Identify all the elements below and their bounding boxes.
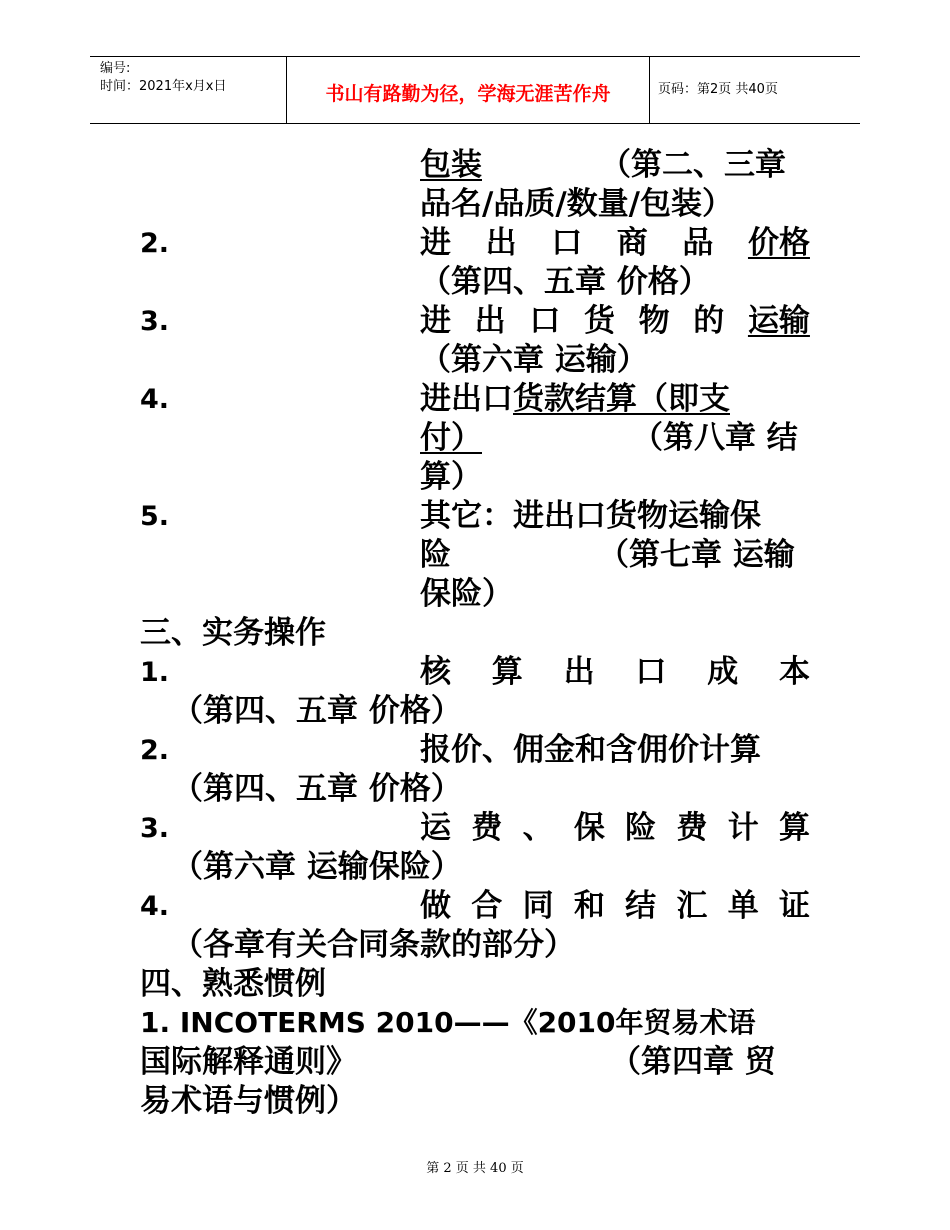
- item-number: 5.: [140, 501, 170, 532]
- section-heading-4: 四、熟悉惯例: [140, 966, 326, 1002]
- line-transport-ref: （第六章 运输）: [420, 342, 648, 378]
- line-contract-ref: （各章有关合同条款的部分）: [172, 927, 575, 963]
- line-quote-ref: （第四、五章 价格）: [172, 771, 462, 807]
- line-insurance-cont: 险: [420, 537, 451, 573]
- item-number: 2.: [140, 735, 170, 766]
- line-cost-ref: （第四、五章 价格）: [172, 693, 462, 729]
- line-payment-cont: 付）: [420, 420, 482, 456]
- line-incoterms-ref: （第四章 贸: [610, 1044, 776, 1080]
- item-number: 2.: [140, 228, 170, 259]
- motto: 书山有路勤为径，学海无涯苦作舟: [325, 83, 611, 105]
- line-payment-ref: （第八章 结: [632, 420, 798, 456]
- item-number: 3.: [140, 306, 170, 337]
- line-price: 进 出 口 商 品 价格: [420, 225, 810, 261]
- line-quote: 报价、佣金和含佣价计算: [420, 732, 761, 768]
- line-incoterms-end: 易术语与惯例）: [140, 1083, 357, 1119]
- line-packing-ref: （第二、三章: [600, 147, 786, 183]
- header-page-cell: [650, 57, 860, 123]
- item-number: 4.: [140, 384, 170, 415]
- line-cost: 核 算 出 口 成 本: [420, 654, 810, 690]
- page-info: 页码：第2页 共40页: [658, 82, 778, 97]
- line-payment-end: 算）: [420, 459, 482, 495]
- line-price-ref: （第四、五章 价格）: [420, 264, 710, 300]
- line-freight-ref: （第六章 运输保险）: [172, 849, 462, 885]
- page-footer: 第 2 页 共 40 页: [426, 1161, 524, 1176]
- time-label: 时间：2021年x月x日: [100, 79, 227, 94]
- item-number: 1.: [140, 657, 170, 688]
- line-insurance: 其它：进出口货物运输保: [420, 498, 761, 534]
- line-insurance-ref: （第七章 运输: [598, 537, 795, 573]
- header-table: [90, 56, 860, 124]
- section-heading-3: 三、实务操作: [140, 615, 326, 651]
- line-packing: 包装: [420, 147, 482, 183]
- item-number: 3.: [140, 813, 170, 844]
- line-contract: 做 合 同 和 结 汇 单 证: [420, 888, 810, 924]
- line-payment: 进出口货款结算（即支: [420, 381, 730, 417]
- line-insurance-end: 保险）: [420, 576, 513, 612]
- code-label: 编号:: [100, 61, 131, 76]
- header-motto-cell: [287, 57, 650, 123]
- line-incoterms-cont: 国际解释通则》: [140, 1044, 357, 1080]
- line-transport: 进 出 口 货 物 的 运输: [420, 303, 810, 339]
- item-number: 4.: [140, 891, 170, 922]
- line-packing-detail: 品名/品质/数量/包装）: [420, 186, 733, 222]
- header-info-cell: [90, 57, 287, 123]
- line-freight: 运 费 、 保 险 费 计 算: [420, 810, 810, 846]
- line-incoterms: 1. INCOTERMS 2010——《2010年贸易术语: [140, 1006, 756, 1039]
